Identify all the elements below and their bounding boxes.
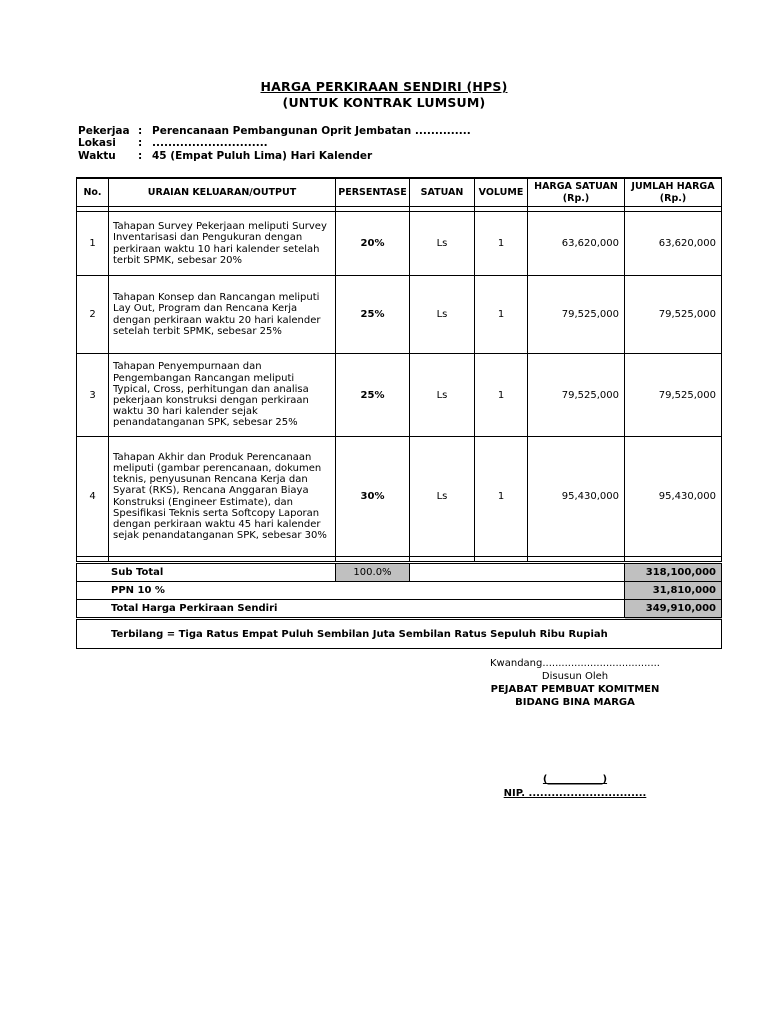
signature-name: (___________) <box>542 774 608 785</box>
meta-colon: : <box>138 125 143 137</box>
cell-no: 2 <box>77 276 109 354</box>
table-row <box>77 437 722 557</box>
cell-volume: 1 <box>475 354 528 437</box>
table-row <box>77 276 722 354</box>
cell-volume: 1 <box>475 437 528 557</box>
cell-satuan: Ls <box>410 212 475 276</box>
meta-value: ............................. <box>152 137 268 149</box>
signature-nip: NIP. ............................... <box>503 788 647 799</box>
cell-uraian: Tahapan Konsep dan Rancangan meliputi Lay Out, Program dan Rencana Kerja dengan perkiraan waktu 20 hari kalender setelah terbit SPMK, sebesar 25% <box>109 276 336 354</box>
cell-no: 4 <box>77 437 109 557</box>
cell-harga-satuan: 79,525,000 <box>528 354 625 437</box>
cell-harga-satuan: 79,525,000 <box>528 276 625 354</box>
cell-uraian: Tahapan Penyempurnaan dan Pengembangan Rancangan meliputi Typical, Cross, perhitungan dan analisa pekerjaan konstruksi dengan perkiraan waktu 30 hari kalender sejak penandatanganan SPK, sebesar 25% <box>109 354 336 437</box>
ppn-row <box>77 582 722 600</box>
ppn-label: PPN 10 % <box>77 582 625 600</box>
subtotal-label: Sub Total <box>77 563 336 582</box>
terbilang-row <box>77 619 722 649</box>
cell-volume: 1 <box>475 212 528 276</box>
subtotal-persentase: 100.0% <box>336 563 410 582</box>
cell-uraian: Tahapan Akhir dan Produk Perencanaan meliputi (gambar perencanaan, dokumen teknis, penyusunan Rencana Kerja dan Syarat (RKS), Rencana Anggaran Biaya Konstruksi (Engineer Estimate), dan Spesifikasi Teknis serta Softcopy Laporan dengan perkiraan waktu 45 hari kalender sejak penandatanganan SPK, sebesar 30% <box>109 437 336 557</box>
signature-division: BIDANG BINA MARGA <box>515 697 635 708</box>
subtotal-value: 318,100,000 <box>625 563 722 582</box>
meta-label: Waktu <box>78 150 116 162</box>
document-title: HARGA PERKIRAAN SENDIRI (HPS) <box>260 79 508 94</box>
cell-jumlah-harga: 79,525,000 <box>625 354 722 437</box>
table-row <box>77 354 722 437</box>
meta-label: Lokasi <box>78 137 116 149</box>
total-label: Total Harga Perkiraan Sendiri <box>77 600 625 619</box>
table-header <box>77 178 722 207</box>
cell-persentase: 30% <box>336 437 410 557</box>
cell-uraian: Tahapan Survey Pekerjaan meliputi Survey Inventarisasi dan Pengukuran dengan perkiraan waktu 10 hari kalender setelah terbit SPMK, sebesar 20% <box>109 212 336 276</box>
total-row <box>77 600 722 619</box>
cell-harga-satuan: 95,430,000 <box>528 437 625 557</box>
header-satuan: SATUAN <box>410 178 475 207</box>
meta-colon: : <box>138 137 143 149</box>
hps-table <box>76 177 722 649</box>
cell-persentase: 25% <box>336 354 410 437</box>
cell-no: 3 <box>77 354 109 437</box>
signature-prepared-by: Disusun Oleh <box>541 671 609 682</box>
meta-value: 45 (Empat Puluh Lima) Hari Kalender <box>152 150 373 162</box>
table-row <box>77 212 722 276</box>
document-subtitle: (UNTUK KONTRAK LUMSUM) <box>282 95 486 110</box>
cell-volume: 1 <box>475 276 528 354</box>
cell-satuan: Ls <box>410 437 475 557</box>
terbilang-text: Terbilang = Tiga Ratus Empat Puluh Sembilan Juta Sembilan Ratus Sepuluh Ribu Rupiah <box>77 619 722 649</box>
header-persentase: PERSENTASE <box>336 178 410 207</box>
cell-jumlah-harga: 63,620,000 <box>625 212 722 276</box>
meta-label: Pekerjaa <box>78 125 130 137</box>
meta-colon: : <box>138 150 143 162</box>
cell-jumlah-harga: 95,430,000 <box>625 437 722 557</box>
cell-satuan: Ls <box>410 354 475 437</box>
cell-no: 1 <box>77 212 109 276</box>
subtotal-empty <box>410 563 625 582</box>
header-harga-satuan: HARGA SATUAN (Rp.) <box>528 178 625 207</box>
meta-value: Perencanaan Pembangunan Oprit Jembatan .............. <box>152 125 471 137</box>
subtotal-row <box>77 563 722 582</box>
cell-harga-satuan: 63,620,000 <box>528 212 625 276</box>
cell-persentase: 20% <box>336 212 410 276</box>
header-volume: VOLUME <box>475 178 528 207</box>
cell-satuan: Ls <box>410 276 475 354</box>
header-no: No. <box>77 178 109 207</box>
header-uraian: URAIAN KELUARAN/OUTPUT <box>109 178 336 207</box>
ppn-value: 31,810,000 <box>625 582 722 600</box>
header-jumlah-harga: JUMLAH HARGA (Rp.) <box>625 178 722 207</box>
cell-persentase: 25% <box>336 276 410 354</box>
cell-jumlah-harga: 79,525,000 <box>625 276 722 354</box>
total-value: 349,910,000 <box>625 600 722 619</box>
signature-place-date: Kwandang..................................... <box>490 658 660 669</box>
signature-position: PEJABAT PEMBUAT KOMITMEN <box>490 684 660 695</box>
